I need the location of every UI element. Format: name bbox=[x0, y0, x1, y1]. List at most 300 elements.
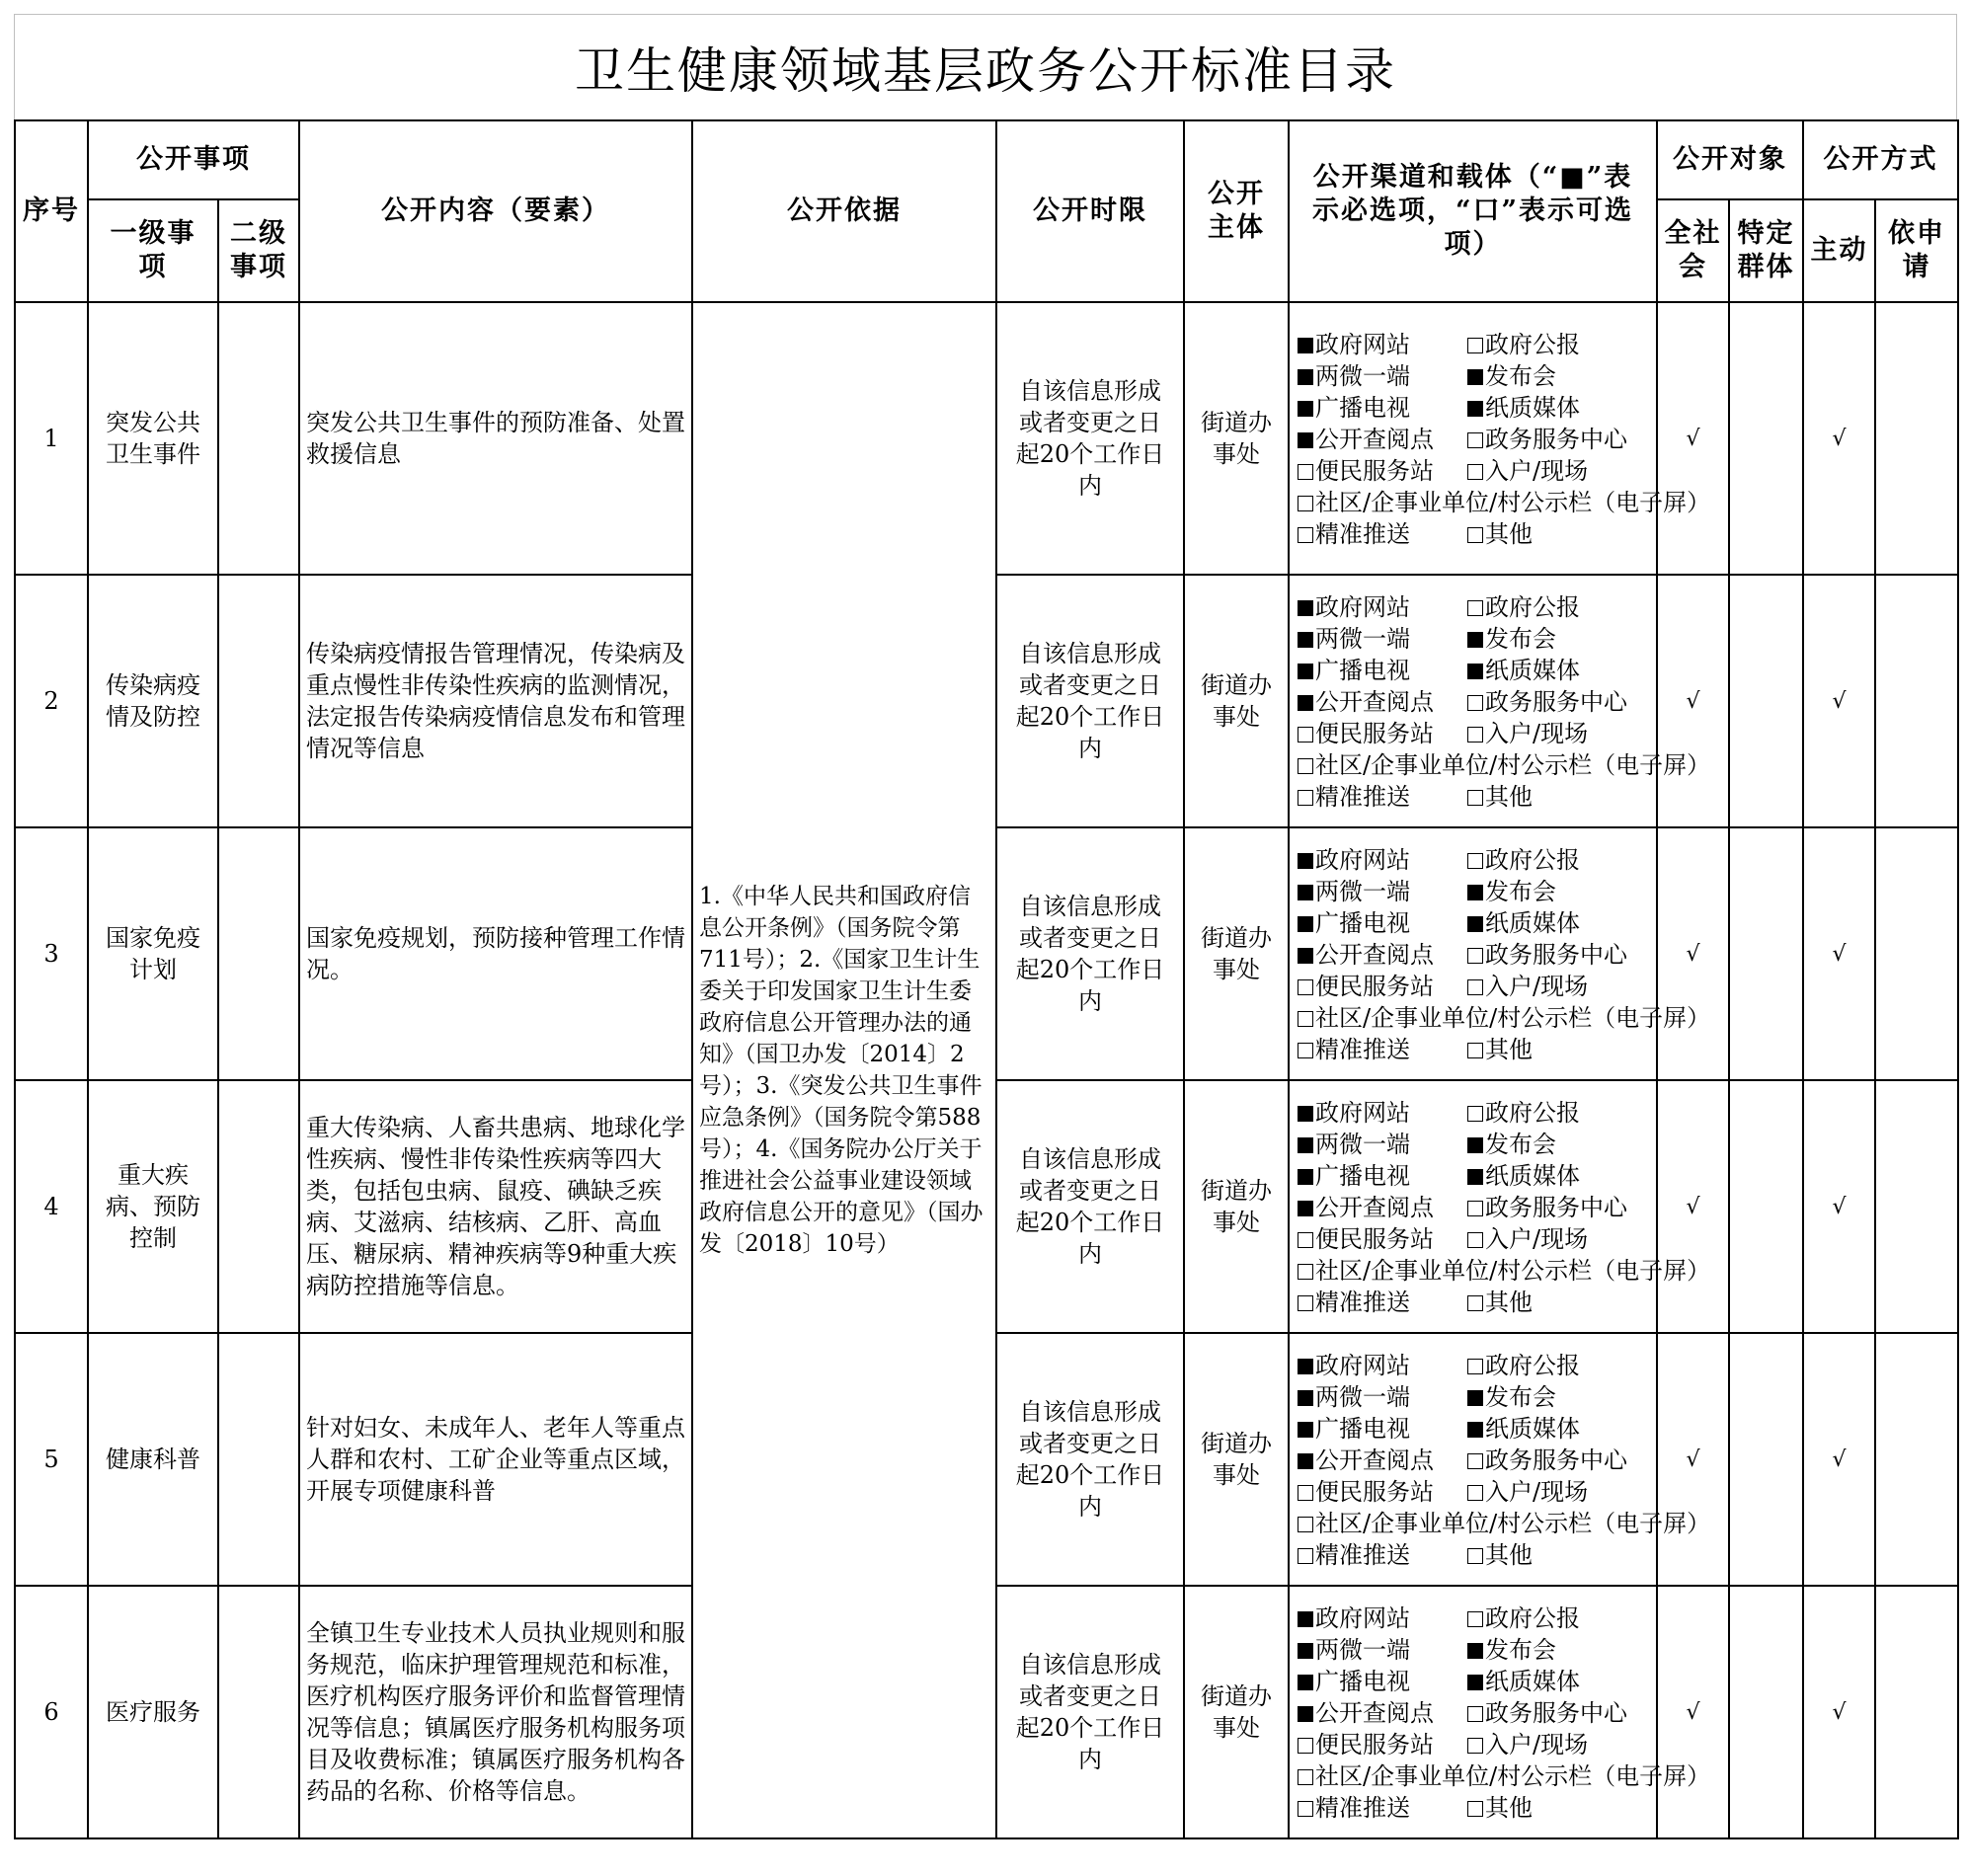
channel-required bbox=[1298, 686, 1467, 718]
channel-optional bbox=[1298, 781, 1467, 813]
filled-square-icon bbox=[1298, 885, 1313, 900]
channel-label: 政府网站 bbox=[1315, 1352, 1410, 1379]
header-time-limit: 公开时限 bbox=[996, 120, 1184, 302]
cell-level1: 国家免疫计划 bbox=[88, 827, 218, 1080]
filled-square-icon bbox=[1467, 664, 1483, 679]
channel-label: 政府网站 bbox=[1315, 331, 1410, 358]
channel-list bbox=[1298, 1350, 1711, 1571]
header-level2: 二级事项 bbox=[218, 199, 299, 302]
channel-optional bbox=[1298, 1760, 1711, 1792]
filled-square-icon bbox=[1298, 369, 1313, 385]
cell-level2 bbox=[218, 1586, 299, 1838]
channel-required bbox=[1298, 1666, 1467, 1697]
cell-subject: 街道办事处 bbox=[1184, 1586, 1289, 1838]
filled-square-icon bbox=[1298, 1137, 1313, 1153]
cell-target-all: √ bbox=[1657, 1333, 1729, 1586]
channel-label: 政府公报 bbox=[1485, 846, 1580, 874]
channel-label: 政府公报 bbox=[1485, 593, 1580, 621]
header-target-specific: 特定群体 bbox=[1729, 199, 1803, 302]
channel-optional bbox=[1298, 455, 1467, 487]
channel-label: 精准推送 bbox=[1315, 1036, 1410, 1063]
filled-square-icon bbox=[1467, 1643, 1483, 1659]
channel-optional bbox=[1467, 686, 1652, 718]
channel-optional bbox=[1298, 1539, 1467, 1571]
cell-method-active: √ bbox=[1803, 1586, 1875, 1838]
channel-optional bbox=[1467, 455, 1652, 487]
channel-required bbox=[1467, 907, 1652, 939]
filled-square-icon bbox=[1467, 1169, 1483, 1185]
cell-target-all: √ bbox=[1657, 575, 1729, 827]
empty-square-icon bbox=[1298, 1011, 1313, 1027]
channel-label: 广播电视 bbox=[1315, 909, 1410, 937]
cell-level1: 重大疾病、预防控制 bbox=[88, 1080, 218, 1333]
channel-required bbox=[1298, 591, 1467, 623]
channel-label: 公开查阅点 bbox=[1315, 941, 1434, 969]
channel-label: 广播电视 bbox=[1315, 1415, 1410, 1443]
empty-square-icon bbox=[1467, 1801, 1483, 1817]
empty-square-icon bbox=[1467, 1106, 1483, 1122]
filled-square-icon bbox=[1467, 885, 1483, 900]
filled-square-icon bbox=[1298, 338, 1313, 353]
channel-label: 政务服务中心 bbox=[1485, 1194, 1627, 1221]
cell-method-request bbox=[1875, 1586, 1958, 1838]
empty-square-icon bbox=[1298, 1295, 1313, 1311]
empty-square-icon bbox=[1467, 527, 1483, 543]
channel-list bbox=[1298, 1602, 1711, 1824]
channel-required bbox=[1298, 939, 1467, 971]
header-method-request: 依申请 bbox=[1875, 199, 1958, 302]
filled-square-icon bbox=[1298, 948, 1313, 964]
channel-label: 社区/企事业单位/村公示栏（电子屏） bbox=[1315, 1762, 1711, 1790]
channel-label: 政务服务中心 bbox=[1485, 941, 1627, 969]
empty-square-icon bbox=[1467, 1043, 1483, 1058]
channel-label: 广播电视 bbox=[1315, 394, 1410, 422]
empty-square-icon bbox=[1298, 1801, 1313, 1817]
channel-label: 两微一端 bbox=[1315, 1131, 1410, 1158]
cell-level1: 传染病疫情及防控 bbox=[88, 575, 218, 827]
channel-label: 公开查阅点 bbox=[1315, 688, 1434, 716]
cell-target-specific bbox=[1729, 302, 1803, 575]
cell-level1: 突发公共卫生事件 bbox=[88, 302, 218, 575]
channel-label: 社区/企事业单位/村公示栏（电子屏） bbox=[1315, 1510, 1711, 1537]
channel-label: 两微一端 bbox=[1315, 1636, 1410, 1664]
channel-optional bbox=[1467, 939, 1652, 971]
channel-label: 公开查阅点 bbox=[1315, 1194, 1434, 1221]
header-level1: 一级事项 bbox=[88, 199, 218, 302]
channel-required bbox=[1467, 1634, 1652, 1666]
channel-required bbox=[1298, 424, 1467, 455]
empty-square-icon bbox=[1467, 1548, 1483, 1564]
cell-time-limit: 自该信息形成或者变更之日起20个工作日内 bbox=[996, 302, 1184, 575]
channel-required bbox=[1298, 1097, 1467, 1129]
channel-label: 入户/现场 bbox=[1485, 457, 1589, 485]
empty-square-icon bbox=[1298, 790, 1313, 806]
header-method: 公开方式 bbox=[1803, 120, 1958, 199]
channel-optional bbox=[1298, 1034, 1467, 1065]
page-title: 卫生健康领域基层政务公开标准目录 bbox=[14, 14, 1957, 119]
channel-required bbox=[1298, 876, 1467, 907]
channel-label: 入户/现场 bbox=[1485, 973, 1589, 1000]
channel-required bbox=[1298, 1634, 1467, 1666]
channel-label: 政府公报 bbox=[1485, 1099, 1580, 1127]
channel-required bbox=[1298, 1129, 1467, 1160]
cell-content: 针对妇女、未成年人、老年人等重点人群和农村、工矿企业等重点区域，开展专项健康科普 bbox=[299, 1333, 692, 1586]
filled-square-icon bbox=[1298, 664, 1313, 679]
filled-square-icon bbox=[1298, 1169, 1313, 1185]
channel-label: 其他 bbox=[1485, 1036, 1533, 1063]
channel-optional bbox=[1467, 1476, 1652, 1508]
cell-content: 重大传染病、人畜共患病、地球化学性疾病、慢性非传染性疾病等四大类，包括包虫病、鼠疫、碘缺乏疾病、艾滋病、结核病、乙肝、高血压、糖尿病、精神疾病等9种重大疾病防控措施等信息。 bbox=[299, 1080, 692, 1333]
channel-label: 便民服务站 bbox=[1315, 1731, 1434, 1759]
filled-square-icon bbox=[1298, 432, 1313, 448]
channel-list bbox=[1298, 591, 1711, 813]
filled-square-icon bbox=[1467, 1390, 1483, 1406]
channel-label: 广播电视 bbox=[1315, 1668, 1410, 1695]
filled-square-icon bbox=[1298, 1390, 1313, 1406]
channel-optional bbox=[1467, 1223, 1652, 1255]
channel-label: 发布会 bbox=[1485, 362, 1556, 390]
cell-target-specific bbox=[1729, 1333, 1803, 1586]
channel-label: 政府网站 bbox=[1315, 593, 1410, 621]
channel-optional bbox=[1467, 971, 1652, 1002]
channel-label: 政府网站 bbox=[1315, 1099, 1410, 1127]
cell-seq: 2 bbox=[15, 575, 88, 827]
empty-square-icon bbox=[1298, 1769, 1313, 1785]
channel-optional bbox=[1467, 718, 1652, 749]
cell-channels bbox=[1289, 827, 1711, 1080]
empty-square-icon bbox=[1298, 1738, 1313, 1754]
empty-square-icon bbox=[1298, 979, 1313, 995]
cell-seq: 6 bbox=[15, 1586, 88, 1838]
channel-required bbox=[1298, 1160, 1467, 1192]
cell-subject: 街道办事处 bbox=[1184, 827, 1289, 1080]
cell-time-limit: 自该信息形成或者变更之日起20个工作日内 bbox=[996, 827, 1184, 1080]
channel-label: 公开查阅点 bbox=[1315, 426, 1434, 453]
channel-optional bbox=[1298, 1508, 1711, 1539]
channel-optional bbox=[1467, 844, 1652, 876]
channel-optional bbox=[1467, 329, 1652, 360]
channel-label: 纸质媒体 bbox=[1485, 909, 1580, 937]
filled-square-icon bbox=[1298, 401, 1313, 417]
cell-target-all: √ bbox=[1657, 827, 1729, 1080]
empty-square-icon bbox=[1467, 338, 1483, 353]
channel-optional bbox=[1467, 1792, 1652, 1824]
channel-required bbox=[1467, 1666, 1652, 1697]
empty-square-icon bbox=[1298, 1264, 1313, 1280]
cell-target-specific bbox=[1729, 1080, 1803, 1333]
channel-required bbox=[1298, 1192, 1467, 1223]
channel-label: 其他 bbox=[1485, 1794, 1533, 1822]
cell-time-limit: 自该信息形成或者变更之日起20个工作日内 bbox=[996, 1586, 1184, 1838]
channel-label: 政务服务中心 bbox=[1485, 1446, 1627, 1474]
channel-optional bbox=[1298, 1287, 1467, 1318]
filled-square-icon bbox=[1467, 1422, 1483, 1438]
channel-label: 社区/企事业单位/村公示栏（电子屏） bbox=[1315, 489, 1711, 516]
channel-label: 入户/现场 bbox=[1485, 1225, 1589, 1253]
empty-square-icon bbox=[1298, 1043, 1313, 1058]
cell-time-limit: 自该信息形成或者变更之日起20个工作日内 bbox=[996, 1333, 1184, 1586]
cell-level1: 健康科普 bbox=[88, 1333, 218, 1586]
cell-level2 bbox=[218, 1080, 299, 1333]
cell-channels bbox=[1289, 1080, 1711, 1333]
channel-optional bbox=[1298, 1002, 1711, 1034]
filled-square-icon bbox=[1467, 1675, 1483, 1690]
filled-square-icon bbox=[1298, 1611, 1313, 1627]
channel-required bbox=[1298, 1413, 1467, 1445]
empty-square-icon bbox=[1467, 790, 1483, 806]
channel-optional bbox=[1467, 1034, 1652, 1065]
cell-subject: 街道办事处 bbox=[1184, 302, 1289, 575]
header-channels: 公开渠道和载体（“■”表示必选项，“口”表示可选项） bbox=[1289, 120, 1657, 302]
channel-required bbox=[1298, 329, 1467, 360]
channel-label: 发布会 bbox=[1485, 625, 1556, 653]
cell-target-all: √ bbox=[1657, 1586, 1729, 1838]
cell-method-request bbox=[1875, 1333, 1958, 1586]
table-row bbox=[15, 302, 1958, 575]
cell-channels bbox=[1289, 1333, 1711, 1586]
channel-label: 政府网站 bbox=[1315, 846, 1410, 874]
empty-square-icon bbox=[1467, 1611, 1483, 1627]
cell-level2 bbox=[218, 827, 299, 1080]
cell-level2 bbox=[218, 302, 299, 575]
cell-method-request bbox=[1875, 1080, 1958, 1333]
empty-square-icon bbox=[1298, 1517, 1313, 1532]
empty-square-icon bbox=[1298, 727, 1313, 743]
empty-square-icon bbox=[1298, 1232, 1313, 1248]
channel-optional bbox=[1467, 1350, 1652, 1381]
empty-square-icon bbox=[1467, 727, 1483, 743]
channel-optional bbox=[1467, 1287, 1652, 1318]
filled-square-icon bbox=[1298, 1706, 1313, 1722]
empty-square-icon bbox=[1467, 1295, 1483, 1311]
empty-square-icon bbox=[1298, 496, 1313, 511]
cell-target-specific bbox=[1729, 1586, 1803, 1838]
filled-square-icon bbox=[1298, 1643, 1313, 1659]
cell-basis: 1.《中华人民共和国政府信息公开条例》（国务院令第711号）；2.《国家卫生计生委关于印发国家卫生计生委政府信息公开管理办法的通知》（国卫办发〔2014〕2号）；3.《突发公共卫生事件应急条例》（国务院令第588号）；4.《国务院办公厅关于推进社会公益事业建设领域政府信息公开的意见》（国办发〔2018〕10号） bbox=[692, 302, 996, 1838]
cell-target-specific bbox=[1729, 827, 1803, 1080]
channel-required bbox=[1467, 1160, 1652, 1192]
catalog-table bbox=[14, 119, 1959, 1839]
channel-label: 公开查阅点 bbox=[1315, 1446, 1434, 1474]
header-items: 公开事项 bbox=[88, 120, 299, 199]
channel-optional bbox=[1467, 518, 1652, 550]
empty-square-icon bbox=[1467, 432, 1483, 448]
channel-label: 社区/企事业单位/村公示栏（电子屏） bbox=[1315, 751, 1711, 779]
cell-method-request bbox=[1875, 302, 1958, 575]
filled-square-icon bbox=[1298, 632, 1313, 648]
empty-square-icon bbox=[1467, 695, 1483, 711]
channel-optional bbox=[1467, 1539, 1652, 1571]
empty-square-icon bbox=[1467, 464, 1483, 480]
cell-method-request bbox=[1875, 575, 1958, 827]
header-content: 公开内容（要素） bbox=[299, 120, 692, 302]
channel-label: 两微一端 bbox=[1315, 878, 1410, 905]
filled-square-icon bbox=[1298, 853, 1313, 869]
channel-label: 社区/企事业单位/村公示栏（电子屏） bbox=[1315, 1257, 1711, 1285]
empty-square-icon bbox=[1467, 1706, 1483, 1722]
channel-label: 政府公报 bbox=[1485, 1352, 1580, 1379]
channel-label: 政务服务中心 bbox=[1485, 426, 1627, 453]
channel-optional bbox=[1467, 1697, 1652, 1729]
channel-required bbox=[1298, 1602, 1467, 1634]
channel-label: 便民服务站 bbox=[1315, 720, 1434, 747]
cell-level2 bbox=[218, 1333, 299, 1586]
filled-square-icon bbox=[1298, 600, 1313, 616]
cell-seq: 1 bbox=[15, 302, 88, 575]
filled-square-icon bbox=[1298, 1675, 1313, 1690]
channel-required bbox=[1298, 360, 1467, 392]
channel-label: 政府公报 bbox=[1485, 331, 1580, 358]
channel-optional bbox=[1467, 1192, 1652, 1223]
channel-optional bbox=[1298, 718, 1467, 749]
cell-method-active: √ bbox=[1803, 575, 1875, 827]
channel-label: 公开查阅点 bbox=[1315, 1699, 1434, 1727]
channel-optional bbox=[1467, 1602, 1652, 1634]
empty-square-icon bbox=[1298, 464, 1313, 480]
filled-square-icon bbox=[1298, 1453, 1313, 1469]
cell-subject: 街道办事处 bbox=[1184, 1080, 1289, 1333]
cell-channels bbox=[1289, 575, 1711, 827]
channel-label: 便民服务站 bbox=[1315, 1225, 1434, 1253]
cell-channels bbox=[1289, 1586, 1711, 1838]
channel-label: 两微一端 bbox=[1315, 625, 1410, 653]
channel-label: 入户/现场 bbox=[1485, 1731, 1589, 1759]
channel-label: 纸质媒体 bbox=[1485, 1162, 1580, 1190]
channel-label: 入户/现场 bbox=[1485, 1478, 1589, 1506]
channel-label: 便民服务站 bbox=[1315, 1478, 1434, 1506]
channel-required bbox=[1298, 1445, 1467, 1476]
channel-list bbox=[1298, 1097, 1711, 1318]
empty-square-icon bbox=[1467, 1738, 1483, 1754]
channel-label: 政府公报 bbox=[1485, 1604, 1580, 1632]
cell-content: 国家免疫规划，预防接种管理工作情况。 bbox=[299, 827, 692, 1080]
empty-square-icon bbox=[1467, 1359, 1483, 1374]
channel-required bbox=[1467, 623, 1652, 655]
header-method-active: 主动 bbox=[1803, 199, 1875, 302]
cell-method-request bbox=[1875, 827, 1958, 1080]
header-subject: 公开主体 bbox=[1184, 120, 1289, 302]
empty-square-icon bbox=[1467, 1201, 1483, 1216]
channel-label: 其他 bbox=[1485, 1541, 1533, 1569]
cell-method-active: √ bbox=[1803, 1080, 1875, 1333]
header-basis: 公开依据 bbox=[692, 120, 996, 302]
channel-required bbox=[1467, 1129, 1652, 1160]
channel-required bbox=[1467, 360, 1652, 392]
cell-subject: 街道办事处 bbox=[1184, 575, 1289, 827]
filled-square-icon bbox=[1298, 1422, 1313, 1438]
channel-required bbox=[1467, 876, 1652, 907]
filled-square-icon bbox=[1467, 1137, 1483, 1153]
cell-content: 传染病疫情报告管理情况，传染病及重点慢性非传染性疾病的监测情况，法定报告传染病疫情信息发布和管理情况等信息 bbox=[299, 575, 692, 827]
channel-label: 政务服务中心 bbox=[1485, 1699, 1627, 1727]
channel-required bbox=[1467, 655, 1652, 686]
channel-label: 广播电视 bbox=[1315, 1162, 1410, 1190]
channel-list bbox=[1298, 844, 1711, 1065]
channel-required bbox=[1298, 844, 1467, 876]
empty-square-icon bbox=[1298, 527, 1313, 543]
channel-optional bbox=[1298, 487, 1711, 518]
channel-optional bbox=[1298, 1792, 1467, 1824]
channel-label: 纸质媒体 bbox=[1485, 1668, 1580, 1695]
channel-required bbox=[1467, 1413, 1652, 1445]
cell-method-active: √ bbox=[1803, 827, 1875, 1080]
channel-optional bbox=[1467, 424, 1652, 455]
empty-square-icon bbox=[1467, 853, 1483, 869]
cell-subject: 街道办事处 bbox=[1184, 1333, 1289, 1586]
empty-square-icon bbox=[1298, 1485, 1313, 1501]
channel-required bbox=[1298, 392, 1467, 424]
channel-label: 精准推送 bbox=[1315, 783, 1410, 811]
channel-label: 其他 bbox=[1485, 520, 1533, 548]
channel-optional bbox=[1467, 781, 1652, 813]
channel-optional bbox=[1467, 1097, 1652, 1129]
cell-method-active: √ bbox=[1803, 1333, 1875, 1586]
header-target: 公开对象 bbox=[1657, 120, 1803, 199]
channel-label: 广播电视 bbox=[1315, 657, 1410, 684]
channel-label: 政府网站 bbox=[1315, 1604, 1410, 1632]
channel-label: 入户/现场 bbox=[1485, 720, 1589, 747]
empty-square-icon bbox=[1298, 1548, 1313, 1564]
empty-square-icon bbox=[1467, 1485, 1483, 1501]
header-target-all: 全社会 bbox=[1657, 199, 1729, 302]
channel-label: 两微一端 bbox=[1315, 362, 1410, 390]
channel-label: 两微一端 bbox=[1315, 1383, 1410, 1411]
cell-target-all: √ bbox=[1657, 1080, 1729, 1333]
channel-required bbox=[1298, 1350, 1467, 1381]
cell-content: 全镇卫生专业技术人员执业规则和服务规范，临床护理管理规范和标准，医疗机构医疗服务评价和监督管理情况等信息；镇属医疗服务机构服务项目及收费标准；镇属医疗服务机构各药品的名称、价格等信息。 bbox=[299, 1586, 692, 1838]
channel-label: 便民服务站 bbox=[1315, 457, 1434, 485]
channel-optional bbox=[1467, 1729, 1652, 1760]
empty-square-icon bbox=[1467, 1232, 1483, 1248]
cell-seq: 3 bbox=[15, 827, 88, 1080]
channel-label: 政务服务中心 bbox=[1485, 688, 1627, 716]
channel-label: 纸质媒体 bbox=[1485, 394, 1580, 422]
channel-label: 发布会 bbox=[1485, 1383, 1556, 1411]
channel-required bbox=[1298, 655, 1467, 686]
filled-square-icon bbox=[1298, 1201, 1313, 1216]
catalog-sheet bbox=[14, 14, 1957, 1839]
channel-required bbox=[1298, 623, 1467, 655]
empty-square-icon bbox=[1298, 758, 1313, 774]
empty-square-icon bbox=[1467, 1453, 1483, 1469]
channel-label: 精准推送 bbox=[1315, 1794, 1410, 1822]
channel-required bbox=[1298, 1381, 1467, 1413]
cell-time-limit: 自该信息形成或者变更之日起20个工作日内 bbox=[996, 1080, 1184, 1333]
filled-square-icon bbox=[1467, 632, 1483, 648]
channel-label: 纸质媒体 bbox=[1485, 1415, 1580, 1443]
cell-method-active: √ bbox=[1803, 302, 1875, 575]
header-seq: 序号 bbox=[15, 120, 88, 302]
channel-optional bbox=[1298, 1223, 1467, 1255]
channel-optional bbox=[1298, 749, 1711, 781]
channel-label: 社区/企事业单位/村公示栏（电子屏） bbox=[1315, 1004, 1711, 1032]
channel-label: 发布会 bbox=[1485, 878, 1556, 905]
filled-square-icon bbox=[1467, 369, 1483, 385]
empty-square-icon bbox=[1467, 948, 1483, 964]
cell-seq: 4 bbox=[15, 1080, 88, 1333]
cell-seq: 5 bbox=[15, 1333, 88, 1586]
channel-label: 发布会 bbox=[1485, 1131, 1556, 1158]
cell-content: 突发公共卫生事件的预防准备、处置救援信息 bbox=[299, 302, 692, 575]
filled-square-icon bbox=[1298, 695, 1313, 711]
cell-channels bbox=[1289, 302, 1711, 575]
channel-optional bbox=[1467, 591, 1652, 623]
cell-target-all: √ bbox=[1657, 302, 1729, 575]
cell-target-specific bbox=[1729, 575, 1803, 827]
channel-required bbox=[1467, 1381, 1652, 1413]
channel-label: 精准推送 bbox=[1315, 520, 1410, 548]
channel-list bbox=[1298, 329, 1711, 550]
